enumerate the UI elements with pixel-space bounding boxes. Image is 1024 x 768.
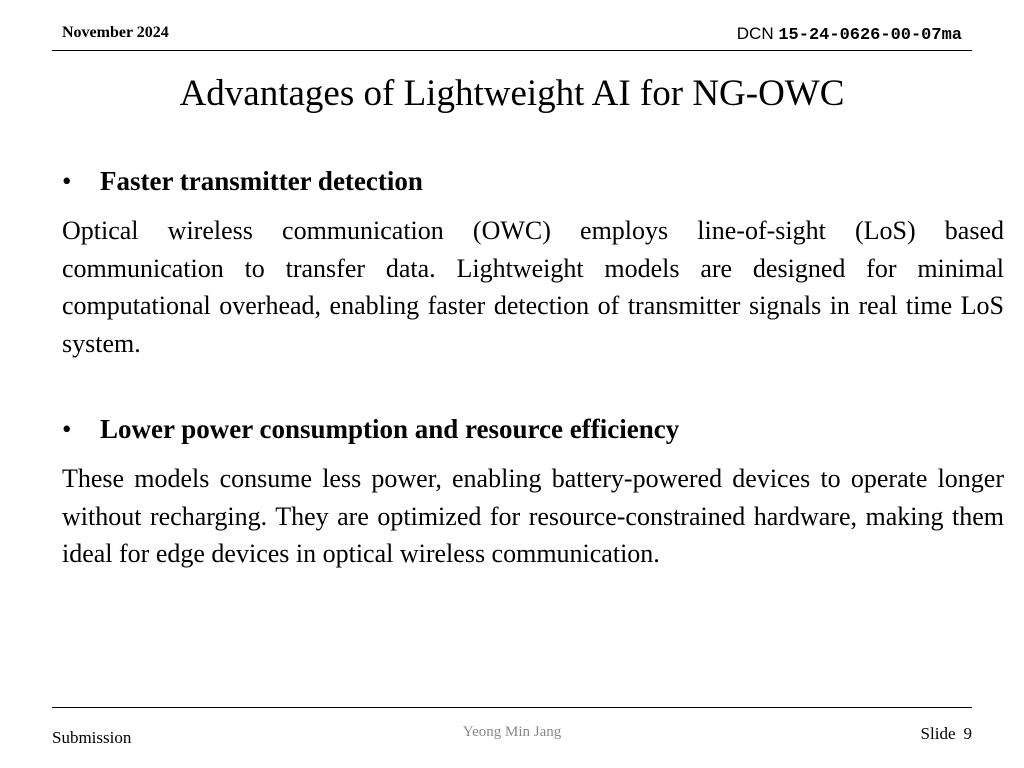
header-dcn (737, 24, 962, 45)
section-body: Optical wireless communication (OWC) employs line-of-sight (LoS) based communication to transfer data. Lightweight models are designed for minimal computational overhead, enabling faster detection of transmitter signals in real time LoS system. (62, 216, 1004, 358)
bullet-icon: • (62, 414, 72, 444)
dcn-prefix: DCN (736, 24, 774, 43)
slide-label: Slide (920, 724, 956, 743)
bullet-icon: • (62, 166, 72, 196)
bullet-heading (62, 414, 1004, 454)
footer-submission: Submission (52, 728, 132, 747)
section-heading: Lower power consumption and resource efficiency (100, 414, 680, 444)
bullet-heading (62, 166, 1004, 206)
dcn-number: 15-24-0626-00-07ma (778, 26, 962, 45)
slide-title: Advantages of Lightweight AI for NG-OWC (179, 73, 845, 114)
section-heading: Faster transmitter detection (100, 166, 423, 196)
footer-slide (921, 724, 972, 744)
section-faster-detection (62, 166, 1004, 362)
footer-author: Yeong Min Jang (462, 724, 562, 740)
header-divider (52, 50, 972, 51)
header-date: November 2024 (62, 24, 169, 41)
slide-number: 9 (963, 724, 972, 743)
section-body: These models consume less power, enabling battery-powered devices to operate longer without recharging. They are optimized for resource-constrained hardware, making them ideal for edge devices in optical wireless communication. (62, 464, 1004, 568)
footer-divider (52, 707, 972, 708)
section-power-efficiency (62, 414, 1004, 573)
